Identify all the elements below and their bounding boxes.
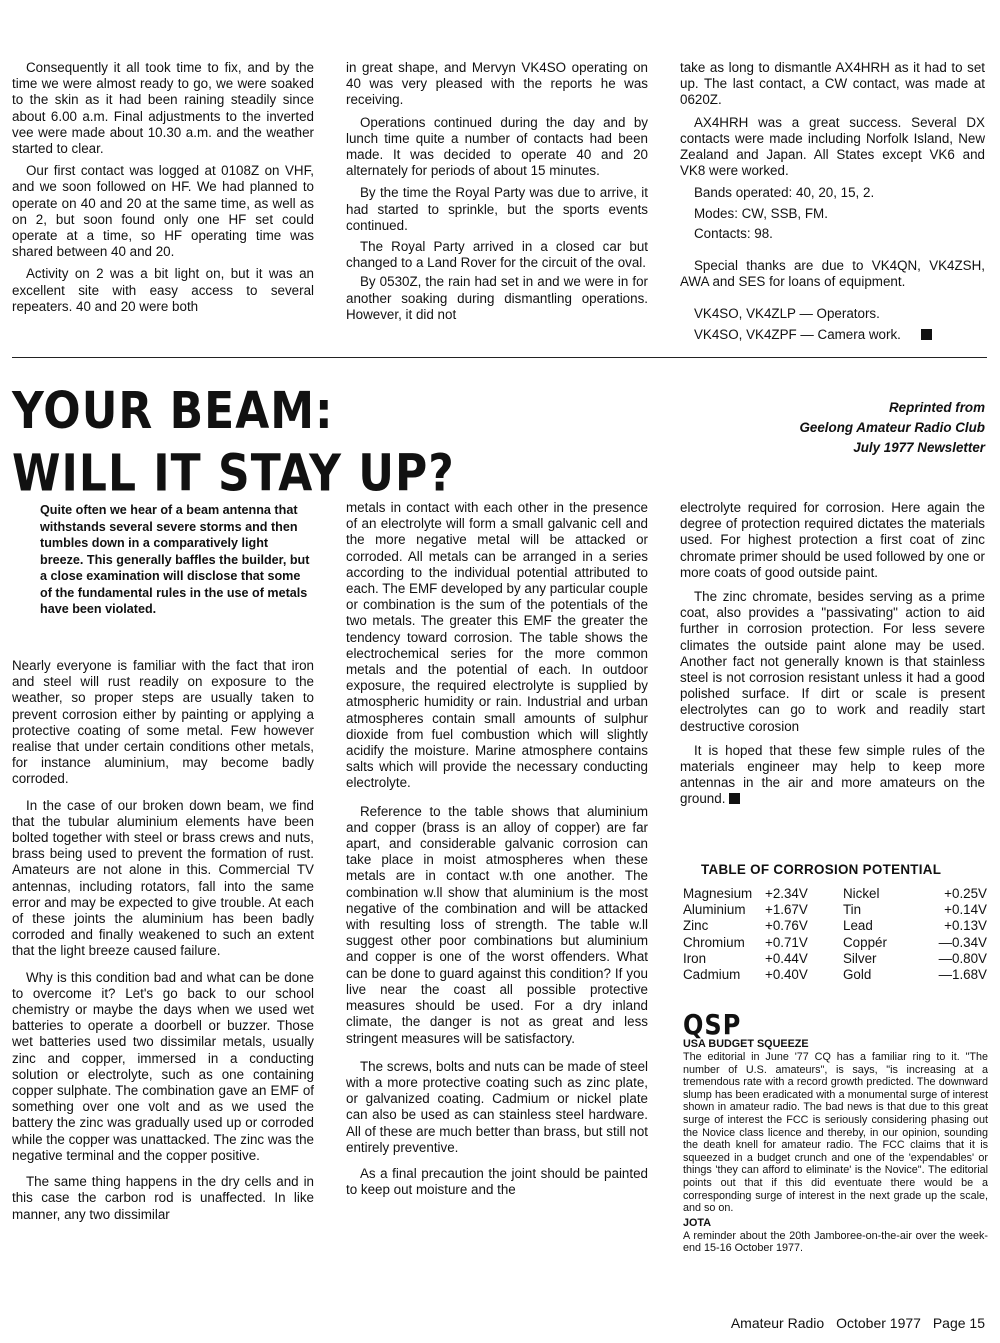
paragraph: Operations continued during the day and by lunch time quite a number of contacts had been made. It was decided to operate 40 and 20 alternately for periods of about 15 minutes. <box>346 114 648 179</box>
reprint-line-3: July 1977 Newsletter <box>853 440 985 455</box>
reprint-line-1: Reprinted from <box>889 400 985 415</box>
article-column-3 <box>680 500 985 814</box>
reprint-line-2: Geelong Amateur Radio Club <box>799 420 985 435</box>
paragraph: By the time the Royal Party was due to arrive, it had started to sprinkle, but the sports events continued. <box>346 185 648 233</box>
metal-name: Iron <box>683 950 707 966</box>
paragraph: electrolyte required for corrosion. Here again the degree of protection required dictates the materials used. For highest protection a first coat of zinc chromate primer should be used followed by one or more coats of good outside paint. <box>680 500 985 580</box>
metal-name: Aluminium <box>683 902 746 918</box>
corrosion-potential-table <box>683 886 987 983</box>
paragraph: The same thing happens in the dry cells and in this case the carbon rod is unaffected. In like manner, any two dissimilar <box>12 1174 314 1222</box>
paragraph: take as long to dismantle AX4HRH as it had to set up. The last contact, a CW contact, was made at 0620Z. <box>680 60 985 108</box>
closing-text: It is hoped that these few simple rules of the materials engineer may help to keep more antennas in the air and more amateurs on the ground. <box>680 742 985 807</box>
paragraph: Why is this condition bad and what can be done to overcome it? Let's go back to our school chemistry or maybe the days when we used wet batteries to operate a doorbell or buzzer. Those wet batteries used two dissimilar metals, usually zinc and copper, immersed in a conducting solution or electrolyte, such as one containing copper sulphate. The combination gave an EMF of something over one volt and as we used the battery the zinc was gradually used up or corroded while the copper was unattacked. The zinc was the negative terminal and the copper positive. <box>12 969 314 1163</box>
end-mark-icon <box>921 329 932 340</box>
table-row <box>683 918 987 934</box>
table-row <box>683 902 987 918</box>
qsp-section <box>683 1010 988 1255</box>
table-title: TABLE OF CORROSION POTENTIAL <box>701 862 942 877</box>
qsp-text: A reminder about the 20th Jamboree-on-the-air over the week-end 15-16 October 1977. <box>683 1229 988 1255</box>
paragraph <box>680 743 985 808</box>
footer-date: October 1977 <box>836 1315 921 1331</box>
article-column-1 <box>12 658 314 1229</box>
paragraph: AX4HRH was a great success. Several DX contacts were made including Norfolk Island, New Zealand and Japan. All States except VK6 and VK8 were worked. <box>680 114 985 179</box>
article-headline <box>12 381 482 505</box>
paragraph: As a final precaution the joint should be painted to keep out moisture and the <box>346 1165 648 1198</box>
special-thanks: Special thanks are due to VK4QN, VK4ZSH, AWA and SES for loans of equipment. <box>680 258 985 290</box>
table-row <box>683 935 987 951</box>
footer-page: Page 15 <box>932 1315 985 1331</box>
metal-potential: +2.34V <box>765 886 808 901</box>
metal-potential: +1.67V <box>765 902 808 918</box>
metal-name: Tin <box>843 902 862 918</box>
metal-potential: +0.40V <box>765 967 808 983</box>
metal-name: Cadmium <box>683 967 741 983</box>
paragraph: The screws, bolts and nuts can be made of steel with a more protective coating such as zinc plate, or galvanized coating. Cadmium or nickel plate can also be used as can stainless steel hardware. All of these are much better than brass, but still not entirely preventive. <box>346 1058 648 1155</box>
reprint-credit <box>799 398 985 458</box>
paragraph: Activity on 2 was a bit light on, but it was an excellent site with easy access to several repeaters. 40 and 20 were both <box>12 266 314 314</box>
qsp-text: The editorial in June '77 CQ has a familiar ring to it. "The number of U.S. amateurs", is says, "is increasing at a tremendous rate with a record growth predicted. The downward slump has been eradicated with a monumental surge of interest shown in amateur radio. The bad news is that due to this great surge of interest the FCC is seriously considering phasing out the Novice class licence and thereby, in our opinion, sounding the death knell for amateur radio. The FCC claims that it is squeezed in a budget crunch and one of the 'expendables' or things 'they can afford to eliminate' is the Novice". The editorial points out that if this did eventuate there would be a corresponding surge of interest in the next grade up the scale, and so on. <box>683 1051 988 1215</box>
paragraph: Reference to the table shows that aluminium and copper (brass is an alloy of copper) are far apart, and considerable galvanic corrosion can take place in moist atmospheres when these metals are in contact w.th one another. The combination w.ll show that aluminium is the most negative of the combination and will be attacked with resulting loss of strength. The table w.ll suggest other poor combinations but aluminium and copper is one of the worst offenders. What can be done to guard against this condition? If you live near the coast all possible protective measures should be used. For a dry inland climate, the danger is not as great and less stringent measures will be satisfactory. <box>346 803 648 1046</box>
metal-name: Lead <box>843 918 873 934</box>
corrosion-table <box>683 862 988 983</box>
contacts-count: Contacts: 98. <box>694 225 773 241</box>
metal-potential: —1.68V <box>938 967 987 983</box>
paragraph: Nearly everyone is familiar with the fact that iron and steel will rust readily on exposure to the weather, so proper steps are usually taken to prevent corrosion either by painting or applying a protective coating of some metal. Few however realise that under certain conditions other metals, for instance aluminium, may become badly corroded. <box>12 658 314 787</box>
metal-potential: +0.14V <box>944 902 987 918</box>
qsp-title: QSP <box>683 1008 742 1042</box>
metal-name: Silver <box>843 950 877 966</box>
camera-credit-text: VK4SO, VK4ZPF — Camera work. <box>694 326 901 342</box>
metal-potential: +0.71V <box>765 934 808 950</box>
metal-name: Magnesium <box>683 886 753 901</box>
paragraph: The zinc chromate, besides serving as a prime coat, also provides a "passivating" action to aid further in corrosion protection. For less severe climates the outside paint alone may be used. Another fact not generally known is that stainless steel is not corrosion resistant unless it had a good polished surface. If dirt or scale is present electrolytes can go to work and readily start destructive corosion <box>680 589 985 734</box>
qsp-subheading: USA BUDGET SQUEEZE <box>683 1038 809 1050</box>
modes: Modes: CW, SSB, FM. <box>694 205 828 221</box>
bands-operated: Bands operated: 40, 20, 15, 2. <box>694 185 875 201</box>
footer-magazine: Amateur Radio <box>730 1315 825 1331</box>
metal-potential: +0.76V <box>765 918 808 934</box>
continued-column-2 <box>346 60 648 329</box>
metal-name: Coppér <box>843 934 887 950</box>
paragraph: The Royal Party arrived in a closed car but changed to a Land Rover for the circuit of the oval. <box>346 239 648 271</box>
page-footer <box>723 1314 985 1332</box>
section-divider <box>12 357 987 358</box>
table-row <box>683 951 987 967</box>
article-column-2 <box>346 500 648 1204</box>
end-mark-icon <box>729 793 740 804</box>
metal-name: Chromium <box>683 934 745 950</box>
paragraph: metals in contact with each other in the presence of an electrolyte will form a small galvanic cell and the more negative metal will be attacked or corroded. All metals can be arranged in a series according to the individual potential attributed to each. The EMF developed by any particular couple or combination is the sum of the potentials of the two metals. The greater this EMF the greater the tendency toward corrosion. The table shows the electrochemical series for the more common metals and the potential of each. In outdoor exposure, the required electrolyte is supplied by atmospheric humidity or rain. Industrial and urban atmospheres contain small amounts of sulphur dioxide from fuel combustion which will slightly acidify the moisture. Marine atmosphere contains salts which will provide the necessary conducting electrolyte. <box>346 500 648 791</box>
continued-column-1 <box>12 60 314 321</box>
paragraph: Our first contact was logged at 0108Z on VHF, and we soon followed on HF. We had planned to operate on 40 and 20 at the same time, as well as on 2, but soon found only one HF set could operate at a time, so HF operating time was shared between 40 and 20. <box>12 163 314 260</box>
metal-name: Gold <box>843 967 872 983</box>
table-row <box>683 967 987 983</box>
paragraph: Consequently it all took time to fix, and by the time we were almost ready to go, we were soaked to the skin as it had been raining steadily since about 6.00 a.m. Final adjustments to the inverted vee were made about 10.30 a.m. and the weather started to clear. <box>12 60 314 157</box>
metal-name: Zinc <box>683 918 709 934</box>
article-lead: Quite often we hear of a beam antenna that withstands several severe storms and then tumbles down in a comparatively light breeze. This generally baffles the builder, but a close examination will disclose that some of the fundamental rules in the use of metals have been violated. <box>40 503 310 616</box>
metal-name: Nickel <box>843 886 880 901</box>
paragraph: In the case of our broken down beam, we find that the tubular aluminium elements have been bolted together with steel or brass crews and nuts, brass being used to prevent the formation of rust. Amateurs are not alone in this. Commercial TV antennas, including rotators, fall into the same error and may be expected to give trouble. At each of these joints the aluminium has been badly corroded and finally weakened to such an extent that the light breeze caused failure. <box>12 797 314 959</box>
operators-credit: VK4SO, VK4ZLP — Operators. <box>694 306 880 322</box>
paragraph: By 0530Z, the rain had set in and we were in for another soaking during dismantling operations. However, it did not <box>346 274 648 322</box>
continued-column-3 <box>680 60 985 343</box>
table-row <box>683 886 987 902</box>
metal-potential: +0.25V <box>944 886 987 901</box>
metal-potential: +0.13V <box>944 918 987 934</box>
metal-potential: —0.80V <box>938 950 987 966</box>
headline-line-1: YOUR BEAM: <box>12 382 334 441</box>
metal-potential: —0.34V <box>938 934 987 950</box>
headline-line-2: WILL IT STAY UP? <box>12 444 455 503</box>
metal-potential: +0.44V <box>765 950 808 966</box>
qsp-subheading: JOTA <box>683 1216 711 1229</box>
camera-credit <box>680 327 985 343</box>
paragraph: in great shape, and Mervyn VK4SO operating on 40 was very pleased with the reports he was receiving. <box>346 60 648 108</box>
